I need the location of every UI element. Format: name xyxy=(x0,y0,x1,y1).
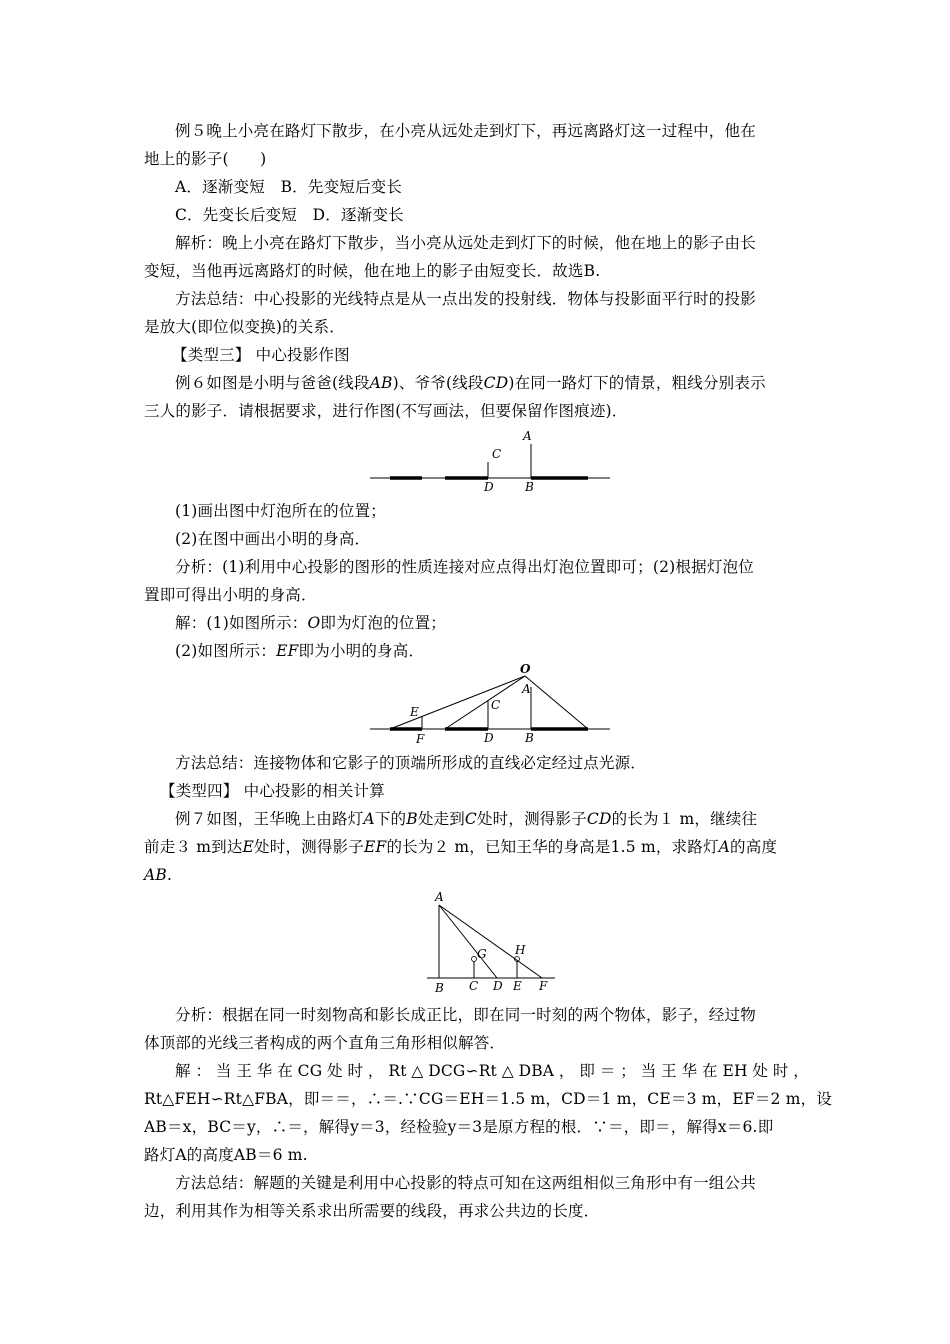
label-h: H xyxy=(515,943,526,957)
ex7-solution-line3: AB＝x，BC＝y，∴＝，解得y＝3，经检验y＝3是原方程的根．∵＝，即＝，解得x＝6.即 xyxy=(144,1118,774,1136)
label-b: B xyxy=(435,981,444,995)
ex7-analysis-line1: 分析：根据在同一时刻物高和影长成正比，即在同一时刻的两个物体，影子，经过物 xyxy=(175,1006,756,1024)
ex6-q1: (1)画出图中灯泡所在的位置； xyxy=(175,502,386,520)
ex6-solution-1: 解：(1)如图所示：O即为灯泡的位置； xyxy=(175,614,446,632)
label-c: C xyxy=(491,698,501,712)
label-g: G xyxy=(477,947,487,961)
ex5-summary-line2: 是放大(即位似变换)的关系． xyxy=(144,318,345,336)
ex7-analysis-line2: 体顶部的光线三者构成的两个直角三角形相似解答． xyxy=(144,1034,506,1052)
ex5-options-ab: A．逐渐变短 B．先变短后变长 xyxy=(175,178,403,196)
type4-heading: 【类型四】 中心投影的相关计算 xyxy=(160,782,385,800)
ex5-summary-line1: 方法总结：中心投影的光线特点是从一点出发的投射线．物体与投影面平行时的投影 xyxy=(175,290,756,308)
ex5-question-line1: 例５晚上小亮在路灯下散步，在小亮从远处走到灯下，再远离路灯这一过程中，他在 xyxy=(175,122,756,140)
label-a: A xyxy=(435,890,444,904)
label-f: F xyxy=(416,732,425,746)
ex6-question-line2: 三人的影子．请根据要求，进行作图(不写画法，但要保留作图痕迹)． xyxy=(144,402,628,420)
label-a: A xyxy=(522,682,531,696)
label-c: C xyxy=(469,979,479,993)
ray-ad xyxy=(439,905,497,978)
ex7-question-line1: 例７如图，王华晚上由路灯A下的B处走到C处时，测得影子CD的长为１ m，继续往 xyxy=(175,810,758,828)
ex6-solution-2: (2)如图所示：EF即为小明的身高． xyxy=(175,642,425,660)
label-d: D xyxy=(484,731,494,745)
figure-streetlight xyxy=(425,888,560,996)
label-b: B xyxy=(525,731,534,745)
ex6-q2: (2)在图中画出小明的身高． xyxy=(175,530,371,548)
ex7-summary-line2: 边，利用其作为相等关系求出所需要的线段，再求公共边的长度． xyxy=(144,1202,600,1220)
ex5-question-line2: 地上的影子( ) xyxy=(144,150,267,168)
ray-ob xyxy=(525,676,588,729)
person-g-head xyxy=(472,957,477,962)
ex7-solution-line2: Rt△FEH∽Rt△FBA，即＝＝，∴＝.∵CG＝EH＝1.5 m，CD＝1 m，CE＝3 m，EF＝2 m，设 xyxy=(144,1090,833,1108)
label-c: C xyxy=(492,447,502,461)
ex7-question-line2: 前走３ m到达E处时，测得影子EF的长为２ m，已知王华的身高是1.5 m，求路灯A的高度 xyxy=(144,838,778,856)
ex6-analysis-line2: 置即可得出小明的身高． xyxy=(144,586,317,604)
label-e: E xyxy=(410,705,419,719)
label-e: E xyxy=(513,979,522,993)
ex7-question-line3: AB. xyxy=(144,866,173,884)
ex7-summary-line1: 方法总结：解题的关键是利用中心投影的特点可知在这两组相似三角形中有一组公共 xyxy=(175,1174,756,1192)
ex5-solution-line1: 解析：晚上小亮在路灯下散步，当小亮从远处走到灯下的时候，他在地上的影子由长 xyxy=(175,234,756,252)
label-b: B xyxy=(525,480,534,494)
ray-af xyxy=(439,905,542,978)
label-a: A xyxy=(523,429,532,443)
ex6-summary: 方法总结：连接物体和它影子的顶端所形成的直线必定经过点光源． xyxy=(175,754,647,772)
ex7-solution-line1: 解：当王华在CG处时，Rt△DCG∽Rt△DBA，即＝；当王华在EH处时， xyxy=(175,1062,809,1080)
label-d: D xyxy=(484,480,494,494)
ex7-solution-line4: 路灯A的高度AB＝6 m. xyxy=(144,1146,308,1164)
ex5-options-cd: C．先变长后变短 D．逐渐变长 xyxy=(175,206,404,224)
figure-light-source xyxy=(370,662,615,746)
label-o: O xyxy=(520,662,531,676)
label-f: F xyxy=(539,979,548,993)
ex5-solution-line2: 变短，当他再远离路灯的时候，他在地上的影子由短变长．故选B. xyxy=(144,262,601,280)
label-d: D xyxy=(493,979,503,993)
figure-shadows xyxy=(370,428,615,494)
type3-heading: 【类型三】 中心投影作图 xyxy=(172,346,350,364)
ex6-analysis-line1: 分析：(1)利用中心投影的图形的性质连接对应点得出灯泡位置即可；(2)根据灯泡位 xyxy=(175,558,754,576)
ex6-question-line1: 例６如图是小明与爸爸(线段AB)、爷爷(线段CD)在同一路灯下的情景，粗线分别表示 xyxy=(175,374,766,392)
